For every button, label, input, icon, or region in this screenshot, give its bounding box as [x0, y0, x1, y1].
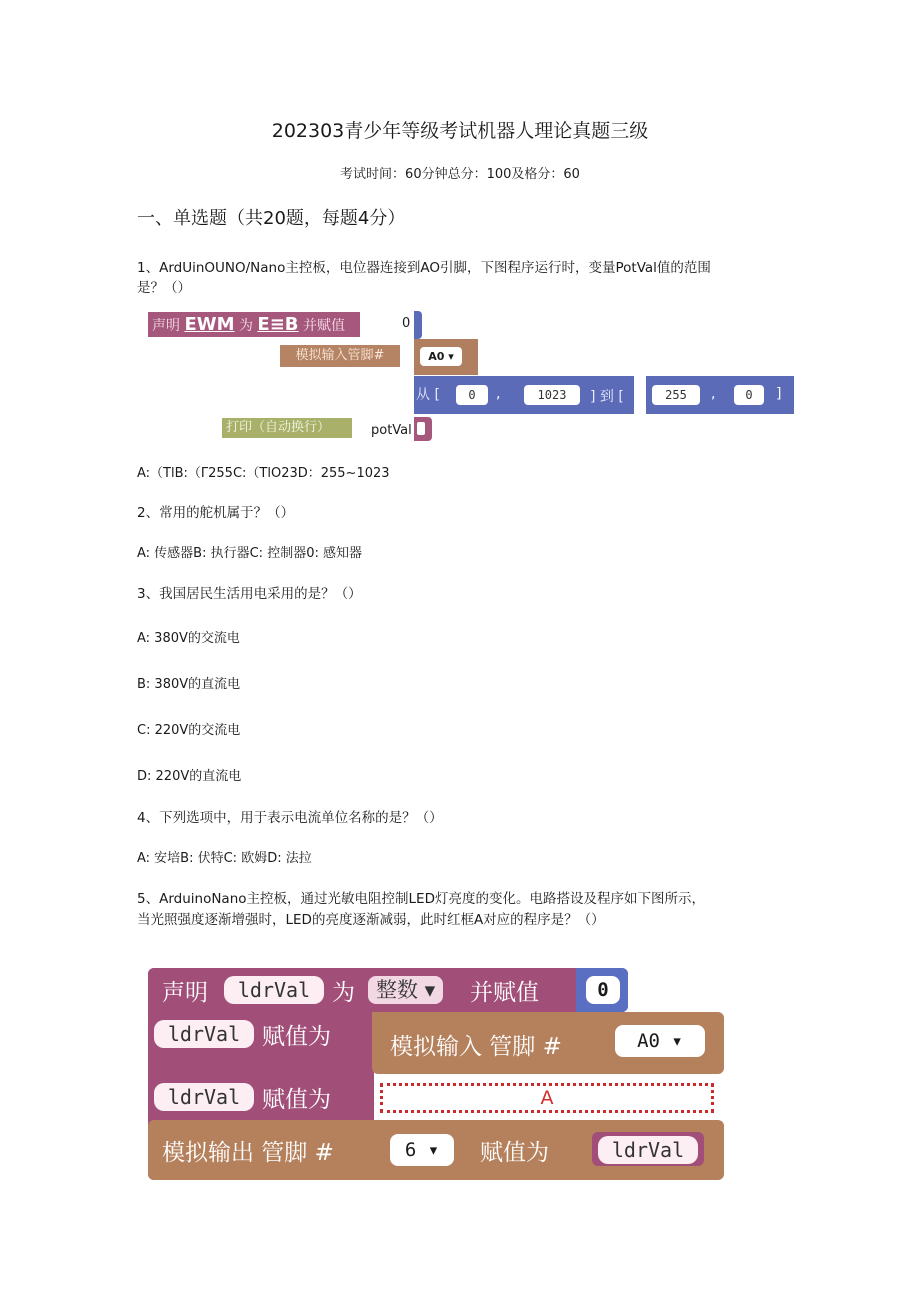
- map-to-label: ] 到 [: [590, 386, 624, 406]
- declare-assign: 并赋值: [302, 318, 345, 334]
- question-1-options: A:（TlB:（Γ255C:（TlO23D：255~1023: [137, 466, 390, 481]
- exam-info: 考试时间：60分钟总分：100及格分：60: [340, 167, 580, 182]
- question-3-option-c: C: 220V的交流电: [137, 723, 241, 738]
- question-3-option-a: A: 380V的交流电: [137, 631, 240, 646]
- analog-write-label: 模拟输出 管脚 #: [162, 1140, 334, 1166]
- declare-assign: 并赋值: [470, 980, 539, 1006]
- question-4: 4、下列选项中，用于表示电流单位名称的是？（）: [137, 810, 443, 826]
- print-var: potVal: [371, 423, 412, 438]
- print-block: 打印（自动换行）: [222, 418, 352, 438]
- zero-value: 0: [586, 976, 620, 1004]
- analog-read-block: 模拟输入管脚#: [280, 345, 400, 367]
- declare-var: EWM: [184, 314, 235, 335]
- declare-block: [148, 312, 360, 337]
- declare-type: E≡B: [257, 314, 299, 335]
- write-assign-label: 赋值为: [480, 1140, 549, 1166]
- assign-label-1: 赋值为: [262, 1024, 331, 1050]
- question-5-line-1: 5、ArduinoNano主控板，通过光敏电阻控制LED灯亮度的变化。电路搭设及程序如下图所示，: [137, 891, 705, 907]
- declare-zero: 0: [402, 316, 411, 331]
- question-2-options: A: 传感器B: 执行器C: 控制器0: 感知器: [137, 546, 362, 561]
- declare-prefix: 声明: [152, 318, 180, 334]
- map-from-low: 0: [456, 385, 488, 405]
- declare-var: ldrVal: [224, 976, 324, 1004]
- declare-label: 声明: [162, 980, 208, 1006]
- question-1-line-2: 是？（）: [137, 280, 191, 296]
- map-comma-1: ,: [496, 386, 501, 402]
- map-to-high: 0: [734, 385, 764, 405]
- type-dropdown: 整数 ▾: [368, 976, 443, 1004]
- question-5-line-2: 当光照强度逐渐增强时，LED的亮度逐渐减弱，此时红框A对应的程序是？（）: [137, 912, 605, 928]
- question-3: 3、我国居民生活用电采用的是？（）: [137, 586, 362, 602]
- declare-as: 为: [238, 318, 253, 334]
- declare-as: 为: [332, 980, 355, 1006]
- pin6-dropdown: 6 ▾: [390, 1134, 454, 1166]
- page-title: 202303青少年等级考试机器人理论真题三级: [271, 120, 649, 142]
- map-from-high: 1023: [524, 385, 580, 405]
- question-1-line-1: 1、ArdUinOUNO/Nano主控板，电位器连接到AO引脚，下图程序运行时，变量PotVal值的范围: [137, 260, 711, 276]
- question-3-option-b: B: 380V的直流电: [137, 677, 241, 692]
- analog-read-label: 模拟输入 管脚 #: [390, 1034, 562, 1060]
- value-block-edge: [414, 311, 422, 339]
- question-2: 2、常用的舵机属于？（）: [137, 505, 295, 521]
- pin-dropdown: A0 ▾: [420, 347, 462, 366]
- assign-var-1: ldrVal: [154, 1020, 254, 1048]
- section-heading: 一、单选题（共20题，每题4分）: [137, 208, 406, 229]
- print-var-edge: [414, 417, 432, 441]
- write-var: ldrVal: [598, 1136, 698, 1164]
- red-frame-a: A: [380, 1083, 714, 1113]
- map-to-low: 255: [652, 385, 700, 405]
- assign-label-2: 赋值为: [262, 1087, 331, 1113]
- map-comma: ,: [711, 386, 716, 402]
- assign-var-2: ldrVal: [154, 1083, 254, 1111]
- pin-dropdown: A0 ▾: [615, 1025, 705, 1057]
- map-close: ]: [776, 386, 782, 402]
- map-from-label: 从 [: [416, 387, 440, 403]
- question-3-option-d: D: 220V的直流电: [137, 769, 242, 784]
- question-4-options: A: 安培B: 伏特C: 欧姆D: 法拉: [137, 851, 312, 866]
